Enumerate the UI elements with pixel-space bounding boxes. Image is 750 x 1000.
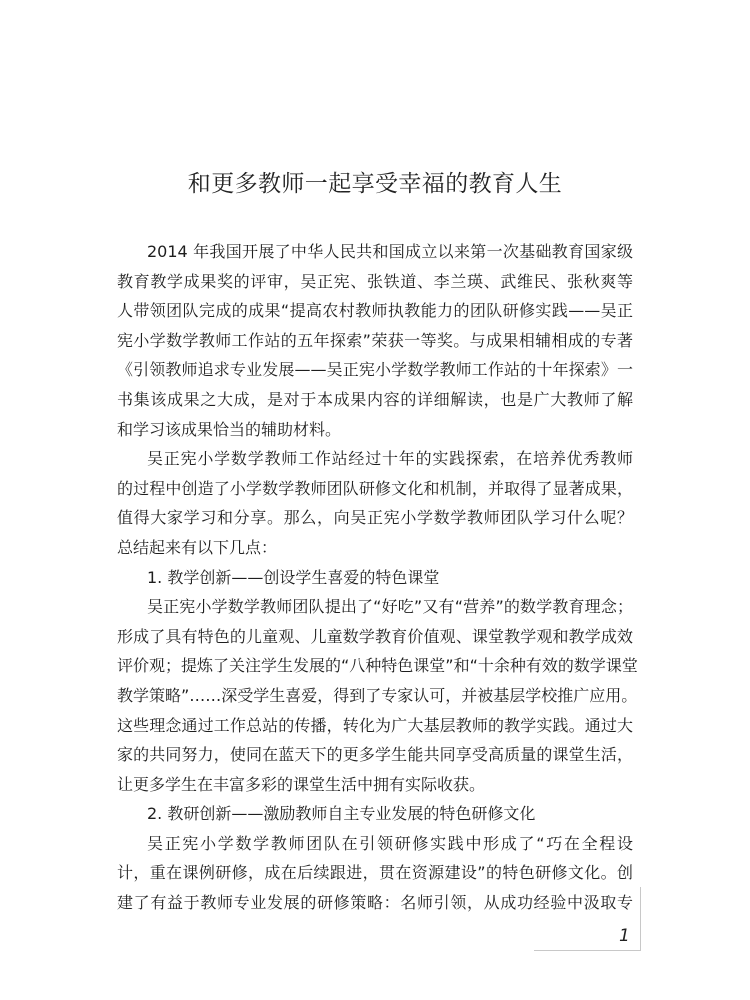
- text-line: 让更多学生在丰富多彩的课堂生活中拥有实际收获。: [117, 774, 486, 794]
- text-line: 总结起来有以下几点：: [117, 537, 278, 557]
- text-line: 吴正宪小学数学教师团队提出了“好吃”又有“营养”的数学教育理念；: [147, 597, 633, 617]
- text-line: 人带领团队完成的成果“提高农村教师执教能力的团队研修实践——吴正: [117, 301, 633, 321]
- text-line: 形成了具有特色的儿童观、儿童数学教育价值观、课堂教学观和教学成效: [117, 626, 633, 646]
- page-corner-horizontal-rule: [534, 950, 641, 951]
- page-title: 和更多教师一起享受幸福的教育人生: [187, 171, 563, 197]
- text-line: 吴正宪小学数学教师团队在引领研修实践中形成了“巧在全程设: [147, 833, 633, 853]
- text-line: 教学策略”……深受学生喜爱，得到了专家认可，并被基层学校推广应用。: [117, 685, 638, 705]
- page-number: 1: [619, 926, 630, 946]
- body-text: [117, 237, 638, 918]
- text-line: 家的共同努力，使同在蓝天下的更多学生能共同享受高质量的课堂生活，: [117, 745, 633, 765]
- text-line: 1. 教学创新——创设学生喜爱的特色课堂: [147, 567, 440, 587]
- text-line: 值得大家学习和分享。那么，向吴正宪小学数学教师团队学习什么呢？: [117, 508, 633, 528]
- text-line: 计，重在课例研修，成在后续跟进，贯在资源建设”的特色研修文化。创: [117, 863, 633, 883]
- text-line: 《引领教师追求专业发展——吴正宪小学数学教师工作站的十年探索》一: [117, 360, 633, 380]
- page-corner-vertical-rule: [640, 887, 641, 950]
- text-line: 评价观；提炼了关注学生发展的“八种特色课堂”和“十余种有效的数学课堂: [117, 656, 638, 676]
- text-line: 和学习该成果恰当的辅助材料。: [117, 419, 342, 439]
- text-line: 2014 年我国开展了中华人民共和国成立以来第一次基础教育国家级: [147, 242, 633, 261]
- text-line: 这些理念通过工作总站的传播，转化为广大基层教师的教学实践。通过大: [117, 715, 633, 735]
- text-line: 教育教学成果奖的评审，吴正宪、张铁道、李兰瑛、武维民、张秋爽等: [117, 271, 633, 291]
- text-line: 的过程中创造了小学数学教师团队研修文化和机制，并取得了显著成果，: [117, 478, 633, 498]
- text-line: 吴正宪小学数学教师工作站经过十年的实践探索，在培养优秀教师: [147, 449, 633, 469]
- text-line: 书集该成果之大成，是对于本成果内容的详细解读，也是广大教师了解: [117, 389, 633, 409]
- text-line: 2. 教研创新——激励教师自主专业发展的特色研修文化: [147, 804, 536, 824]
- text-line: 宪小学数学教师工作站的五年探索”荣获一等奖。与成果相辅相成的专著: [117, 330, 633, 350]
- text-line: 建了有益于教师专业发展的研修策略：名师引领，从成功经验中汲取专: [117, 893, 633, 913]
